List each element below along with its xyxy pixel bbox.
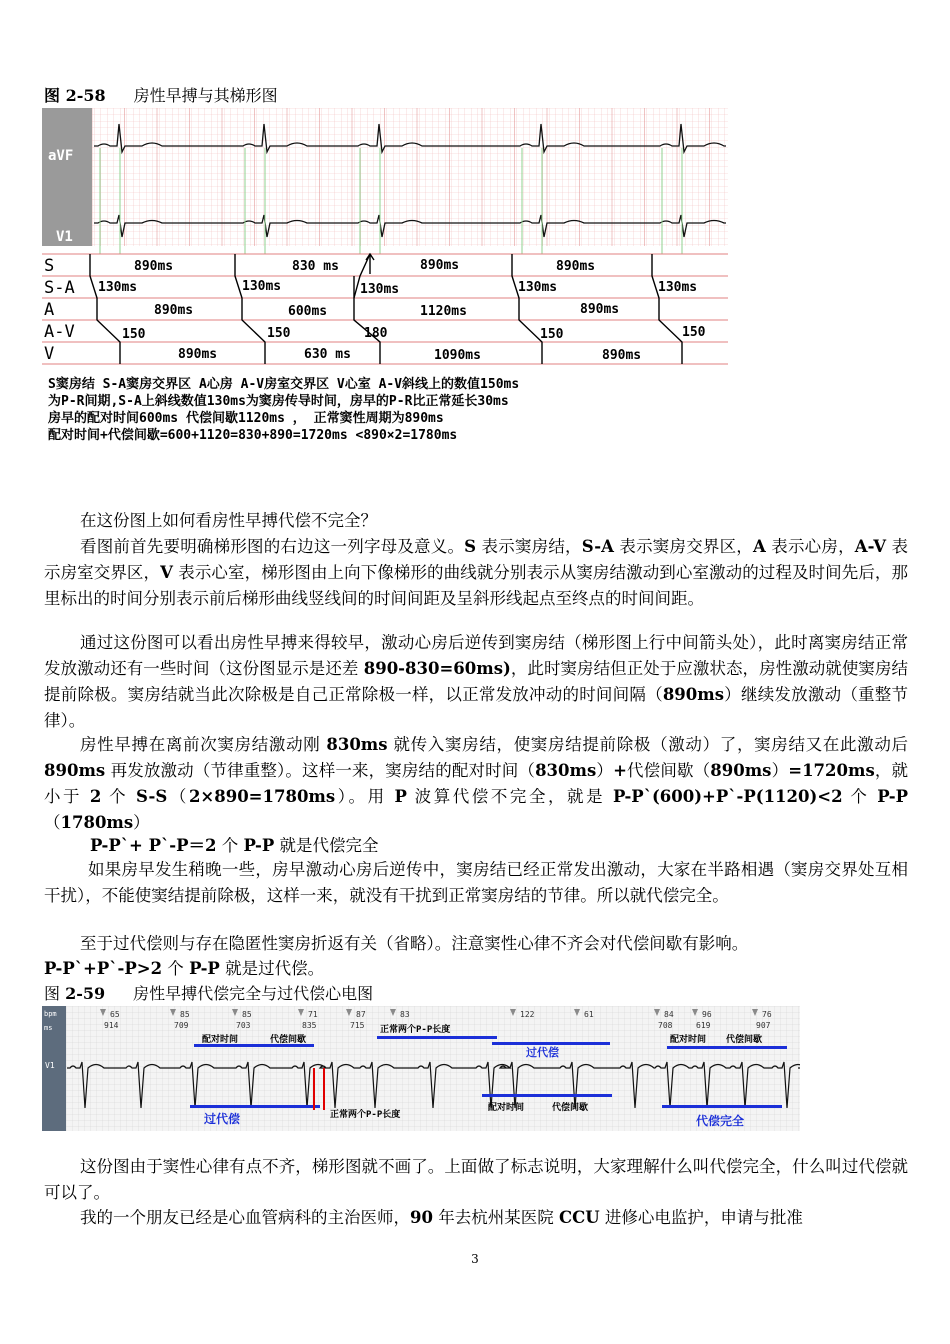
a-value-4: 890ms [580, 302, 620, 317]
heart-rate-value: 85 [242, 1010, 252, 1019]
heart-rate-value: 71 [308, 1010, 318, 1019]
caption-title: 房性早搏代偿完全与过代偿心电图 [133, 984, 374, 1003]
row-label-sa: S-A [44, 278, 75, 298]
row-label-av: A-V [44, 322, 75, 342]
retrograde-arrow [366, 254, 374, 274]
row-label-s: S [44, 256, 55, 276]
av-value-4: 150 [540, 327, 564, 342]
ms-label: ms [44, 1024, 53, 1032]
sa-value-5: 130ms [658, 280, 698, 295]
row-label-v: V [44, 344, 55, 364]
s-value-1: 890ms [134, 259, 174, 274]
row-label-a: A [44, 300, 55, 320]
heart-rate-value: 76 [762, 1010, 772, 1019]
paragraph-10: 我的一个朋友已经是心血管病科的主治医师，90 年去杭州某医院 CCU 进修心电监护，申请与批准 [80, 1208, 803, 1227]
heart-rate-value: 65 [110, 1010, 120, 1019]
bar-over-bottom [190, 1105, 320, 1108]
v-value-3: 1090ms [434, 348, 481, 363]
page-number: 3 [471, 1252, 479, 1266]
caption-number: 图 2-59 [44, 984, 106, 1003]
heart-rate-value: 61 [584, 1010, 594, 1019]
figure-caption-2-58 [44, 83, 278, 106]
heart-rate-value: 87 [356, 1010, 366, 1019]
av-value-5: 150 [682, 325, 706, 340]
rr-interval-value: 835 [302, 1021, 317, 1030]
paragraph-7: 至于过代偿则与存在隐匿性窦房折返有关（省略）。注意窦性心律不齐会对代偿间歇有影响。 [80, 934, 749, 953]
label-full-comp: 代偿完全 [696, 1114, 745, 1128]
paragraph-5: P-P`+ P`-P＝2 个 P-P 就是代偿完全 [90, 836, 379, 855]
legend-line-2: 为P-R间期,S-A上斜线数值130ms为窦房传导时间，房早的P-R比正常延长30ms [48, 394, 509, 409]
sa-value-4: 130ms [518, 280, 558, 295]
paragraph-6: 如果房早发生稍晚一些，房早激动心房后逆传中，窦房结已经正常发出激动，大家在半路相遇（窦房交界处互相干扰），不能使窦结提前除极，这样一来，就没有干扰到正常窦房结的节律。所以就代偿完全。 [44, 860, 908, 905]
a-value-2: 600ms [288, 304, 328, 319]
v-value-2: 630 ms [304, 347, 351, 362]
bar-two-pp-top [377, 1036, 497, 1039]
label-pair-3: 配对时间 [670, 1035, 707, 1045]
a-value-3: 1120ms [420, 304, 467, 319]
bpm-label: bpm [44, 1010, 57, 1018]
v-value-1: 890ms [178, 347, 218, 362]
heart-rate-value: 84 [664, 1010, 674, 1019]
monitor-lead-label: V1 [45, 1061, 55, 1070]
paragraph-2: 看图前首先要明确梯形图的右边这一列字母及意义。S 表示窦房结，S-A 表示窦房交界区，A 表示心房，A-V 表示房室交界区，V 表示心室，梯形图由上向下像梯形的曲线就分别表示从窦房结激动到心室激动的过程及时间先后，那里标出的时间分别表示前后梯形曲线竖线间的时间间距及呈斜形线起点至终点的时间间距。 [44, 537, 909, 608]
bar-over-top [492, 1042, 610, 1045]
legend-line-3: 房早的配对时间600ms 代偿间歇1120ms ， 正常窦性周期为890ms [48, 411, 444, 426]
lead-label-v1: V1 [56, 229, 73, 245]
lead-label-avf: aVF [48, 148, 74, 164]
label-comp-1: 代偿间歇 [270, 1035, 307, 1045]
rr-interval-value: 907 [756, 1021, 771, 1030]
av-value-1: 150 [122, 327, 146, 342]
rr-interval-value: 709 [174, 1021, 189, 1030]
rr-interval-value: 914 [104, 1021, 119, 1030]
caption-title: 房性早搏与其梯形图 [133, 86, 278, 105]
lead-label-panel [42, 108, 92, 246]
rr-interval-value: 619 [696, 1021, 711, 1030]
av-value-2: 150 [267, 326, 291, 341]
bar-pair-comp-3 [667, 1046, 787, 1049]
label-two-pp-top: 正常两个P-P长度 [380, 1025, 451, 1035]
rr-interval-value: 715 [350, 1021, 365, 1030]
ladder-values [98, 258, 706, 363]
label-comp-3: 代偿间歇 [726, 1035, 763, 1045]
paragraph-3: 通过这份图可以看出房性早搏来得较早，激动心房后逆传到窦房结（梯形图上行中间箭头处），此时离窦房结正常发放激动还有一些时间（这份图显示是还差 890-830=60ms)，此时窦房结但正处于应激状态，房性激动就使窦房结提前除极。窦房结就当此次除极是自己正常除极一样，以正常发放冲动的时间间隔（890ms）继续发放激动（重整节律）。 [44, 633, 909, 730]
s-value-3: 890ms [420, 258, 460, 273]
paragraph-4: 房性早搏在离前次窦房结激动刚 830ms 就传入窦房结，使窦房结提前除极（激动）了，窦房结又在此激动后 890ms 再发放激动（节律重整）。这样一来，窦房结的配对时间（830ms）+代偿间歇（890ms）=1720ms，就小于 2 个 S-S（2×890=1780ms）。用 P 波算代偿不完全，就是 P-P`(600)+P`-P(1120)<2 个 P-P（1780ms） [44, 735, 909, 832]
rr-interval-value: 703 [236, 1021, 251, 1030]
heart-rate-value: 85 [180, 1010, 190, 1019]
ecg-monitor-strip [42, 1006, 800, 1131]
av-value-3: 180 [364, 326, 388, 341]
sa-value-2: 130ms [242, 279, 282, 294]
label-two-pp-bottom: 正常两个P-P长度 [330, 1110, 401, 1120]
sa-value-3: 130ms [360, 282, 400, 297]
bar-full-comp [662, 1105, 782, 1108]
label-over-bottom: 过代偿 [204, 1112, 241, 1126]
label-over-top: 过代偿 [526, 1046, 559, 1059]
label-pair-2: 配对时间 [488, 1103, 525, 1113]
sa-value-1: 130ms [98, 280, 138, 295]
ecg-ladder-diagram [42, 108, 728, 448]
paragraph-8: P-P`+P`-P>2 个 P-P 就是过代偿。 [44, 959, 325, 978]
heart-rate-value: 122 [520, 1010, 535, 1019]
label-comp-2: 代偿间歇 [552, 1103, 589, 1113]
s-value-2: 830 ms [292, 259, 339, 274]
legend-line-4: 配对时间+代偿间歇=600+1120=830+890=1720ms <890×2=1780ms [48, 428, 458, 443]
ladder-legend [47, 376, 519, 443]
legend-line-1: S窦房结 S-A窦房交界区 A心房 A-V房室交界区 V心室 A-V斜线上的数值150ms [48, 377, 520, 392]
caption-number: 图 2-58 [44, 86, 106, 105]
a-value-1: 890ms [154, 303, 194, 318]
paragraph-9: 这份图由于窦性心律有点不齐，梯形图就不画了。上面做了标志说明，大家理解什么叫代偿完全，什么叫过代偿就可以了。 [44, 1157, 908, 1202]
s-value-4: 890ms [556, 259, 596, 274]
v-value-4: 890ms [602, 348, 642, 363]
heart-rate-value: 83 [400, 1010, 410, 1019]
heart-rate-value: 96 [702, 1010, 712, 1019]
ecg-grid [92, 108, 728, 246]
figure-caption-2-59 [44, 981, 373, 1004]
rr-interval-value: 708 [658, 1021, 673, 1030]
bar-pair-comp-2 [482, 1094, 612, 1097]
label-pair-1: 配对时间 [202, 1035, 239, 1045]
paragraph-1: 在这份图上如何看房性早搏代偿不完全？ [80, 511, 377, 530]
